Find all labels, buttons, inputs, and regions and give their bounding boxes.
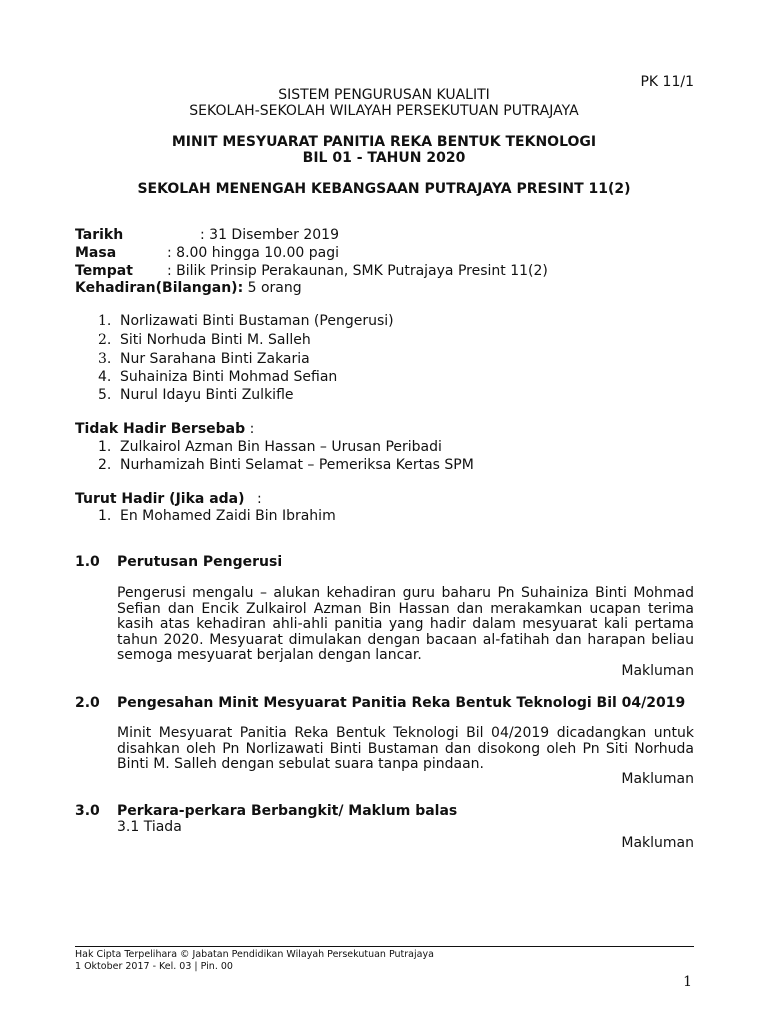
masa-value: : 8.00 hingga 10.00 pagi: [167, 245, 339, 261]
attendee-name: Norlizawati Binti Bustaman (Pengerusi): [120, 313, 394, 329]
guest-label: Turut Hadir (Jika ada): [75, 491, 245, 507]
section-number: 2.0: [75, 695, 100, 711]
attendee-number: 5.: [98, 387, 112, 403]
section-note: Makluman: [621, 663, 694, 679]
absent-item: Zulkairol Azman Bin Hassan – Urusan Peribadi: [120, 439, 442, 455]
guest-number: 1.: [98, 508, 112, 524]
masa-label: Masa: [75, 245, 117, 261]
schools-title: SEKOLAH-SEKOLAH WILAYAH PERSEKUTUAN PUTRAJAYA: [189, 103, 579, 119]
absent-item: Nurhamizah Binti Selamat – Pemeriksa Kertas SPM: [120, 457, 474, 473]
attendee-number: 2.: [98, 332, 112, 348]
school-name: SEKOLAH MENENGAH KEBANGSAAN PUTRAJAYA PRESINT 11(2): [137, 181, 631, 197]
section-title: Perutusan Pengerusi: [117, 554, 283, 570]
attendee-number: 3.: [98, 351, 112, 367]
kehadiran-value: 5 orang: [247, 280, 302, 296]
attendee-name: Nurul Idayu Binti Zulkifle: [120, 387, 294, 403]
section-number: 1.0: [75, 554, 100, 570]
attendee-name: Siti Norhuda Binti M. Salleh: [120, 332, 311, 348]
attendee-name: Suhainiza Binti Mohmad Sefian: [120, 369, 338, 385]
document-title: MINIT MESYUARAT PANITIA REKA BENTUK TEKNOLOGI: [171, 134, 597, 150]
absent-number: 2.: [98, 457, 112, 473]
system-title: SISTEM PENGURUSAN KUALITI: [278, 87, 490, 103]
attendee-number: 1.: [98, 313, 112, 329]
tempat-label: Tempat: [75, 263, 133, 279]
footer-revision: 1 Oktober 2017 - Kel. 03 | Pin. 00: [75, 961, 233, 972]
absent-label: Tidak Hadir Bersebab: [75, 421, 246, 437]
kehadiran-row: [75, 280, 302, 296]
section-body: Pengerusi mengalu – alukan kehadiran guru baharu Pn Suhainiza Binti Mohmad Sefian dan Encik Zulkairol Azman Bin Hassan dan merakamkan ucapan terima kasih atas kehadiran ahli-ahli panitia yang hadir dalam mesyuarat kali pertama tahun 2020. Mesyuarat dimulakan dengan bacaan al-fatihah dan harapan beliau semoga mesyuarat berjalan dengan lancar.: [117, 585, 694, 663]
absent-colon: :: [249, 421, 255, 437]
kehadiran-label: Kehadiran(Bilangan):: [75, 280, 244, 296]
page-number: 1: [683, 974, 692, 990]
footer-copyright: Hak Cipta Terpelihara © Jabatan Pendidikan Wilayah Persekutuan Putrajaya: [75, 949, 434, 960]
absent-heading: [75, 421, 254, 437]
tempat-value: : Bilik Prinsip Perakaunan, SMK Putrajaya Presint 11(2): [167, 263, 548, 279]
guest-item: En Mohamed Zaidi Bin Ibrahim: [120, 508, 336, 524]
section-number: 3.0: [75, 803, 100, 819]
section-body: Minit Mesyuarat Panitia Reka Bentuk Teknologi Bil 04/2019 dicadangkan untuk disahkan oleh Pn Norlizawati Binti Bustaman dan disokong oleh Pn Siti Norhuda Binti M. Salleh dengan sebulat suara tanpa pindaan.: [117, 725, 694, 772]
tarikh-label: Tarikh: [75, 227, 124, 243]
attendee-number: 4.: [98, 369, 112, 385]
attendee-name: Nur Sarahana Binti Zakaria: [120, 351, 310, 367]
guest-heading: [75, 491, 262, 507]
footer-divider: [75, 946, 694, 947]
section-title: Pengesahan Minit Mesyuarat Panitia Reka Bentuk Teknologi Bil 04/2019: [117, 695, 686, 711]
guest-colon: :: [256, 491, 262, 507]
form-code: PK 11/1: [640, 74, 694, 90]
section-body: 3.1 Tiada: [117, 819, 182, 835]
absent-number: 1.: [98, 439, 112, 455]
section-note: Makluman: [621, 835, 694, 851]
tarikh-value: : 31 Disember 2019: [200, 227, 339, 243]
document-number: BIL 01 - TAHUN 2020: [302, 150, 466, 166]
section-note: Makluman: [621, 771, 694, 787]
section-title: Perkara-perkara Berbangkit/ Maklum balas: [117, 803, 458, 819]
